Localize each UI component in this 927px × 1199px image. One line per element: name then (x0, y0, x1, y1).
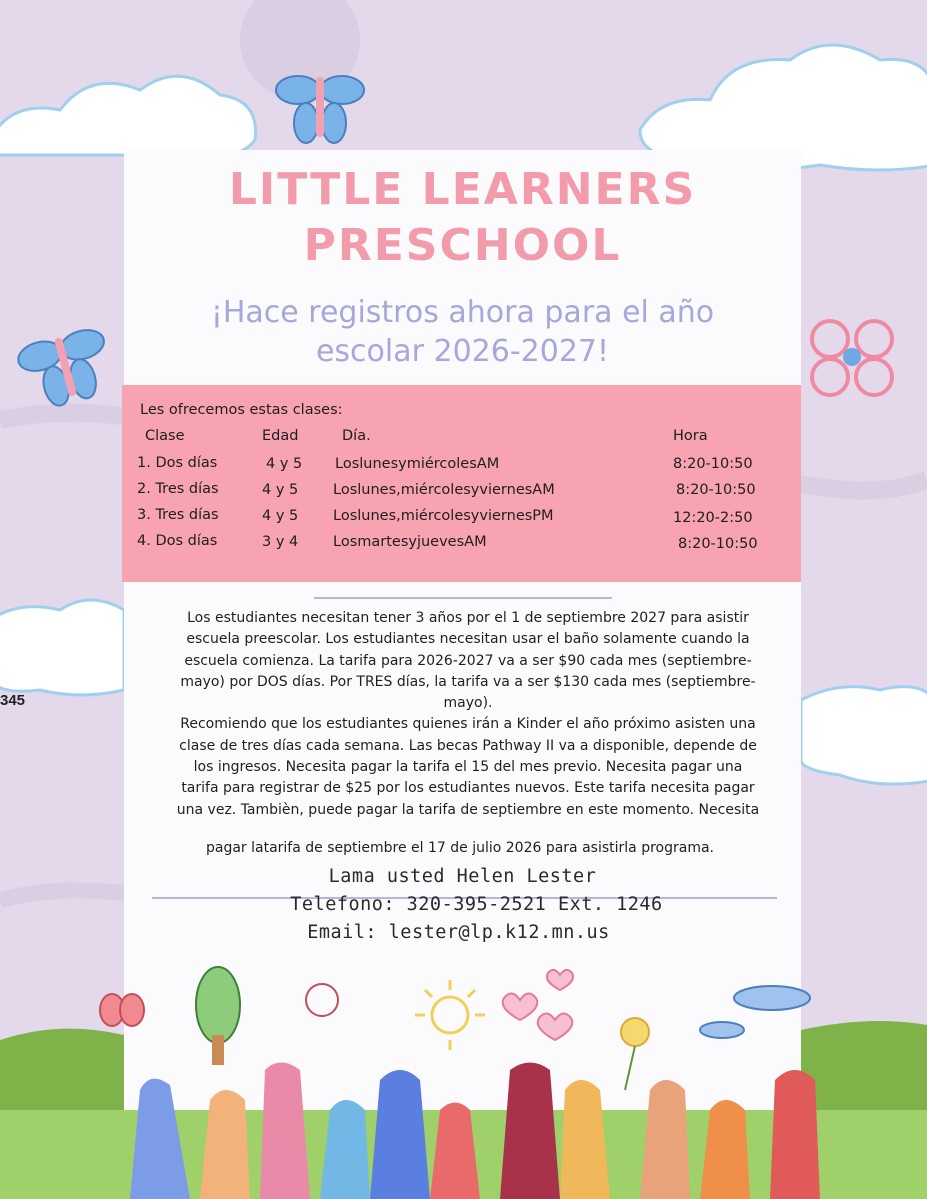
info-line: Recomiendo que los estudiantes quienes irán a Kinder el año próximo asisten una (180, 716, 756, 733)
sun-icon (415, 980, 485, 1050)
header-hora: Hora (673, 428, 708, 444)
header-edad: Edad (262, 428, 299, 444)
heart-icon (503, 970, 573, 1040)
tree-icon (196, 967, 240, 1065)
row-3-edad: 4 y 5 (262, 508, 299, 524)
info-line: escuela comienza. La tarifa para 2026-2027 va a ser $90 cada mes (septiembre- (184, 652, 752, 669)
row-4-clase: 4. Dos días (137, 533, 218, 549)
classes-intro: Les ofrecemos estas clases: (140, 402, 343, 418)
contact-name: Lama usted Helen Lester (328, 866, 597, 887)
row-1-hora: 8:20-10:50 (673, 456, 753, 472)
row-1-edad: 4 y 5 (266, 456, 303, 472)
butterfly-icon (100, 994, 144, 1026)
row-2-clase: 2. Tres días (137, 481, 219, 497)
subtitle-line-2: escolar 2026-2027! (315, 334, 610, 369)
cloud-icon (700, 986, 810, 1038)
row-2-dia: Loslunes,miércolesyviernesAM (333, 482, 555, 498)
title-line-1: LITTLE LEARNERS (228, 164, 697, 215)
subtitle-line-1: ¡Hace registros ahora para el año (210, 295, 715, 330)
header-clase: Clase (145, 428, 185, 444)
divider-line (314, 597, 612, 599)
info-line: una vez. Tambièn, puede pagar la tarifa de septiembre en este momento. Necesita (176, 801, 760, 818)
row-4-dia: LosmartesyjuevesAM (333, 534, 487, 550)
info-last-line: pagar latarifa de septiembre el 17 de julio 2026 para asistirla programa. (205, 840, 714, 856)
row-4-edad: 3 y 4 (262, 534, 299, 550)
header-dia: Día. (342, 428, 371, 444)
info-line: mayo). (443, 695, 493, 712)
flower-icon (621, 1018, 649, 1090)
cloud-icon (0, 600, 124, 695)
row-3-clase: 3. Tres días (137, 507, 219, 523)
info-line: mayo) por DOS días. Por TRES días, la tarifa va a ser $130 cada mes (septiembre- (180, 673, 756, 690)
title-line-2: PRESCHOOL (303, 220, 622, 271)
info-line: tarifa para registrar de $25 por los estudiantes nuevos. Este tarifa necesita pagar (181, 780, 755, 797)
bug-icon (306, 984, 338, 1016)
row-1-dia: LoslunesymiércolesAM (335, 456, 500, 472)
bottom-doodles (0, 960, 927, 1199)
info-line: escuela preescolar. Los estudiantes necesitan usar el baño solamente cuando la (186, 631, 750, 648)
contact-phone: Telefono: 320-395-2521 Ext. 1246 (290, 894, 663, 915)
row-2-hora: 8:20-10:50 (676, 482, 756, 498)
contact-email: Email: lester@lp.k12.mn.us (307, 922, 610, 943)
row-3-hora: 12:20-2:50 (673, 510, 753, 526)
row-3-dia: Loslunes,miércolesyviernesPM (333, 508, 554, 524)
row-4-hora: 8:20-10:50 (678, 536, 758, 552)
row-1-clase: 1. Dos días (137, 455, 218, 471)
painted-hands-icon (0, 1063, 927, 1199)
info-paragraph (128, 608, 808, 821)
row-2-edad: 4 y 5 (262, 482, 299, 498)
info-line: clase de tres días cada semana. Las becas Pathway II va a disponible, depende de (179, 737, 757, 754)
info-line: Los estudiantes necesitan tener 3 años por el 1 de septiembre 2027 para asistir (187, 610, 749, 626)
edge-text: 345 (0, 692, 26, 709)
info-line: los ingresos. Necesita pagar la tarifa el 15 del mes previo. Necesita pagar una (193, 759, 743, 776)
cloud-icon (801, 687, 927, 784)
